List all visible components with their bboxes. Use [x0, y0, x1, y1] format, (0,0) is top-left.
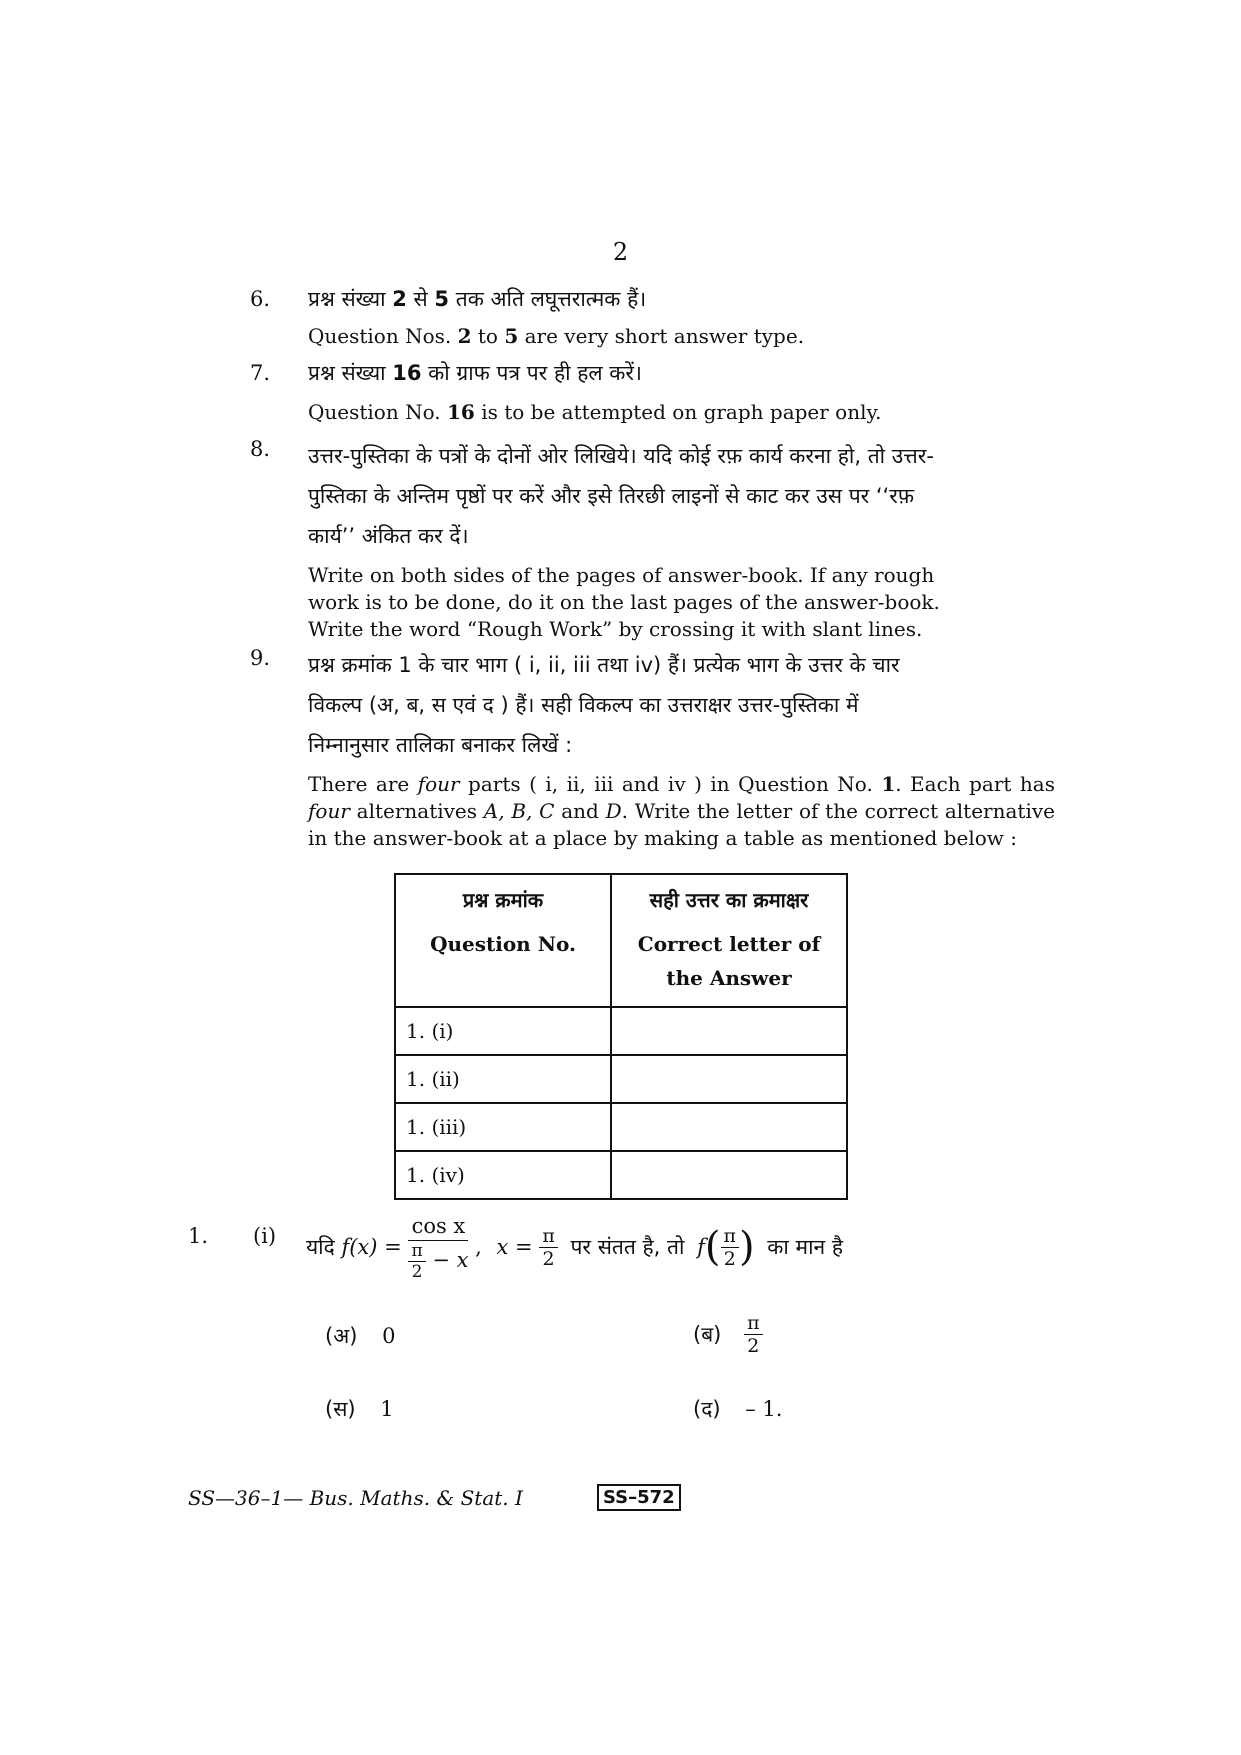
instruction-english: Question No. 16 is to be attempted on graph paper only.: [308, 400, 882, 424]
answer-cell: [611, 1007, 847, 1055]
row-label: 1. (iii): [395, 1103, 611, 1151]
instruction-english: Question Nos. 2 to 5 are very short answer type.: [308, 324, 805, 348]
instruction-hindi-line: उत्तर-पुस्तिका के पत्रों के दोनों ओर लिखिये। यदि कोई रफ़ कार्य करना हो, तो उत्तर-: [308, 444, 934, 468]
question-1-i-text: यदि f(x) = cos x $\frac{\pi}{2}$ − x , x = $\frac{\pi}{2}$ पर संतत है, तो f( $\frac{\pi}{2}$ ) का मान है: [306, 1214, 844, 1282]
row-label: 1. (i): [395, 1007, 611, 1055]
option-b: (ब) $\frac{\pi}{2}$: [693, 1312, 763, 1357]
option-d: (द) – 1.: [693, 1397, 783, 1421]
answer-format-table: [394, 873, 848, 1200]
item-number: 7.: [250, 361, 271, 385]
answer-cell: [611, 1103, 847, 1151]
left-paren: (: [704, 1224, 721, 1270]
footer-paper-code: SS–572: [597, 1484, 681, 1511]
instruction-english-line: Write on both sides of the pages of answer-book. If any rough: [308, 563, 935, 587]
instruction-hindi-line: पुस्तिका के अन्तिम पृष्ठों पर करें और इसे तिरछी लाइनों से काट कर उस पर ‘‘रफ़: [308, 484, 915, 508]
right-paren: ): [739, 1224, 755, 1270]
instruction-hindi-line: कार्य’’ अंकित कर दें।: [308, 524, 469, 548]
table-row: [395, 1055, 847, 1103]
item-number: 8.: [250, 437, 271, 461]
header-question-no: प्रश्न क्रमांक Question No.: [395, 874, 611, 1007]
option-c: (स) 1: [325, 1397, 394, 1421]
option-a: (अ) 0: [325, 1324, 396, 1348]
instruction-english: There are four parts ( i, ii, iii and iv ) in Question No. 1. Each part has four alternatives A, B, C and D. Write the letter of the correct alternative in the answer-book at a place by making a table as mentioned below :: [308, 772, 1055, 850]
fraction-pi-over-2-arg: $\frac{\pi}{2}$: [721, 1225, 740, 1270]
instruction-hindi-line: निम्नानुसार तालिका बनाकर लिखें :: [308, 733, 573, 757]
instruction-hindi: प्रश्न संख्या 16 को ग्राफ पत्र पर ही हल करें।: [308, 361, 642, 385]
item-number: 6.: [250, 287, 271, 311]
header-correct-letter: सही उत्तर का क्रमाक्षर Correct letter of the Answer: [611, 874, 847, 1007]
instruction-hindi-line: विकल्प (अ, ब, स एवं द ) हैं। सही विकल्प का उत्तराक्षर उत्तर-पुस्तिका में: [308, 693, 859, 717]
instruction-hindi-line: प्रश्न क्रमांक 1 के चार भाग ( i, ii, iii तथा iv) हैं। प्रत्येक भाग के उत्तर के चार: [308, 653, 900, 677]
table-row: [395, 1103, 847, 1151]
row-label: 1. (iv): [395, 1151, 611, 1199]
footer-paper-title: SS—36–1— Bus. Maths. & Stat. I: [188, 1486, 523, 1510]
question-number: 1.: [188, 1224, 209, 1248]
table-row: [395, 1007, 847, 1055]
instruction-english-line: Write the word “Rough Work” by crossing it with slant lines.: [308, 617, 923, 641]
instruction-english-line: work is to be done, do it on the last pages of the answer-book.: [308, 590, 940, 614]
fraction-pi-over-2: $\frac{\pi}{2}$: [539, 1225, 558, 1270]
question-part: (i): [253, 1224, 277, 1248]
answer-cell: [611, 1151, 847, 1199]
table-row: [395, 1151, 847, 1199]
item-number: 9.: [250, 646, 271, 670]
fraction-cosx-over-pi2-minus-x: cos x $\frac{\pi}{2}$ − x: [408, 1212, 468, 1282]
page-number: 2: [612, 238, 629, 266]
table-header-row: [395, 874, 847, 1007]
instruction-hindi: प्रश्न संख्या 2 से 5 तक अति लघूत्तरात्मक हैं।: [308, 287, 647, 311]
answer-cell: [611, 1055, 847, 1103]
row-label: 1. (ii): [395, 1055, 611, 1103]
